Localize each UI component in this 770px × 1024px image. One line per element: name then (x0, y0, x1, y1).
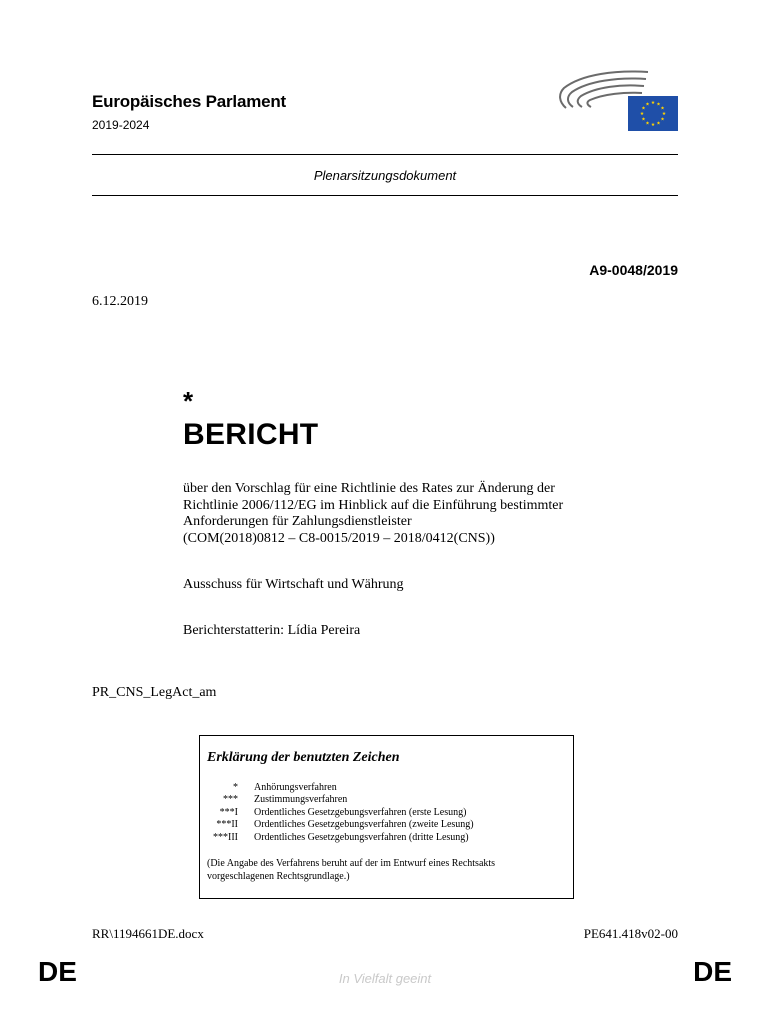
legend-text: Anhörungsverfahren (254, 782, 337, 793)
subject-line: Anforderungen für Zahlungsdienstleister (183, 514, 412, 529)
document-number: A9-0048/2019 (589, 262, 678, 278)
report-title: BERICHT (183, 418, 319, 451)
legend-box (199, 735, 574, 899)
language-code-right: DE (693, 956, 732, 987)
legend-row (207, 807, 474, 819)
header-rule-bottom (92, 195, 678, 196)
legend-title: Erklärung der benutzten Zeichen (207, 750, 400, 765)
legend-text: Zustimmungsverfahren (254, 794, 348, 806)
legend-symbol: ***II (216, 819, 238, 831)
subject-line: (COM(2018)0812 – C8-0015/2019 – 2018/0412(CNS)) (183, 530, 495, 546)
european-parliament-logo-icon (556, 66, 680, 134)
legend-text: Ordentliches Gesetzgebungsverfahren (zweite Lesung) (254, 819, 474, 831)
organization-name: Europäisches Parlament (92, 92, 287, 111)
legend-row (207, 819, 474, 831)
document-type-label: Plenarsitzungsdokument (313, 168, 457, 183)
legend-symbol: ***III (213, 831, 238, 843)
legend-row (207, 782, 474, 794)
legend-row (207, 794, 474, 806)
legend-row (207, 832, 474, 844)
footer-file-name: RR\1194661DE.docx (92, 926, 204, 941)
document-date: 6.12.2019 (92, 294, 148, 309)
legend-symbol: ***I (219, 806, 238, 818)
legend-text: Ordentliches Gesetzgebungsverfahren (dritte Lesung) (254, 831, 469, 843)
committee-name: Ausschuss für Wirtschaft und Währung (183, 577, 404, 592)
template-code: PR_CNS_LegAct_am (92, 685, 217, 700)
subject-line: über den Vorschlag für eine Richtlinie des Rates zur Änderung der (183, 481, 555, 496)
footer-motto: In Vielfalt geeint (338, 971, 432, 986)
parliamentary-term: 2019-2024 (92, 118, 150, 132)
legend-symbol: * (233, 782, 238, 793)
legend-note-line: vorgeschlagenen Rechtsgrundlage.) (207, 870, 350, 882)
legend-list (207, 782, 474, 844)
procedure-mark: * (183, 386, 194, 416)
report-subject (183, 481, 643, 547)
rapporteur: Berichterstatterin: Lídia Pereira (183, 623, 361, 638)
footer-reference: PE641.418v02-00 (583, 926, 678, 941)
language-code-left: DE (38, 956, 77, 987)
legend-note (207, 858, 567, 883)
legend-symbol: *** (223, 794, 238, 806)
subject-line: Richtlinie 2006/112/EG im Hinblick auf die Einführung bestimmter (183, 497, 564, 513)
legend-note-line: (Die Angabe des Verfahrens beruht auf der im Entwurf eines Rechtsakts (207, 858, 496, 869)
legend-text: Ordentliches Gesetzgebungsverfahren (erste Lesung) (254, 806, 467, 818)
header-rule-top (92, 154, 678, 155)
